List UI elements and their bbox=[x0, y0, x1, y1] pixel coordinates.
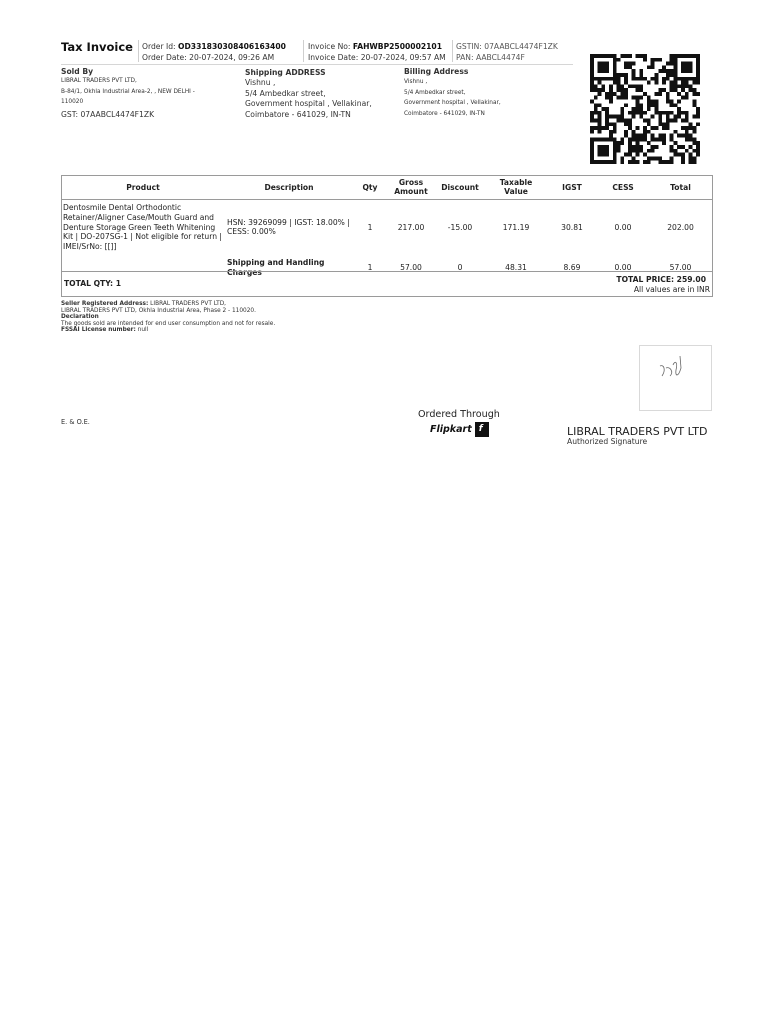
total-cell: 202.00 bbox=[667, 222, 694, 232]
items-table bbox=[61, 175, 712, 281]
taxable-cell: 48.31 bbox=[505, 262, 527, 272]
order-date: Order Date: 20-07-2024, 09:26 AM bbox=[142, 53, 275, 62]
total-cell: 57.00 bbox=[669, 262, 692, 272]
total-price: TOTAL PRICE: 259.00 bbox=[616, 275, 706, 284]
shipping-label: Shipping ADDRESS bbox=[245, 68, 326, 77]
shipping-address: Vishnu , 5/4 Ambedkar street, Government hospital , Vellakinar, Coimbatore - 641029, IN-TN bbox=[245, 78, 372, 119]
description-cell: HSN: 39269099 | IGST: 18.00% | CESS: 0.00% bbox=[227, 217, 350, 237]
currency-note: All values are in INR bbox=[633, 285, 710, 294]
igst-cell: 30.81 bbox=[561, 222, 583, 232]
divider bbox=[138, 40, 139, 62]
table-row bbox=[61, 200, 712, 255]
gstin: GSTIN: 07AABCL4474F1ZK bbox=[456, 42, 558, 51]
discount-cell: -15.00 bbox=[447, 222, 473, 232]
cess-cell: 0.00 bbox=[614, 222, 632, 232]
divider bbox=[303, 40, 304, 62]
invoice-date: Invoice Date: 20-07-2024, 09:57 AM bbox=[308, 53, 446, 62]
sold-by-address: LIBRAL TRADERS PVT LTD, B-84/1, Okhla Industrial Area-2, , NEW DELHI - 110020 bbox=[61, 78, 195, 106]
col-taxable: Taxable Value bbox=[485, 175, 547, 200]
gross-cell: 217.00 bbox=[397, 222, 425, 232]
qr-code bbox=[587, 54, 703, 164]
description-cell: Shipping and Handling Charges bbox=[227, 257, 325, 277]
col-discount: Discount bbox=[435, 175, 485, 200]
totals-row bbox=[61, 271, 712, 296]
divider bbox=[452, 40, 453, 62]
authorized-signature-label: Authorized Signature bbox=[567, 437, 648, 446]
sold-by-label: Sold By bbox=[61, 67, 94, 76]
flipkart-bag-icon: f bbox=[475, 422, 489, 437]
pan: PAN: AABCL4474F bbox=[456, 53, 525, 62]
qty-cell: 1 bbox=[367, 262, 373, 272]
order-id: Order Id: OD331830308406163400 bbox=[142, 42, 286, 51]
col-description: Description bbox=[225, 175, 353, 200]
col-total: Total bbox=[649, 175, 712, 200]
qty-cell: 1 bbox=[367, 222, 373, 232]
invoice-no: Invoice No: FAHWBP2500002101 bbox=[308, 42, 442, 51]
discount-cell: 0 bbox=[457, 262, 463, 272]
eoe-text: E. & O.E. bbox=[61, 418, 90, 426]
total-qty: TOTAL QTY: 1 bbox=[64, 279, 122, 288]
ordered-through-label: Ordered Through bbox=[418, 409, 500, 420]
col-qty: Qty bbox=[353, 175, 387, 200]
flipkart-logo: Flipkart f bbox=[430, 421, 489, 437]
billing-address: Vishnu , 5/4 Ambedkar street, Government hospital , Vellakinar, Coimbatore - 641029, IN-TN bbox=[404, 79, 501, 117]
signature-scribble bbox=[640, 346, 711, 410]
col-igst: IGST bbox=[547, 175, 597, 200]
billing-label: Billing Address bbox=[404, 67, 469, 76]
signature-box bbox=[639, 345, 712, 411]
seller-registered-address: Seller Registered Address: LIBRAL TRADERS PVT LTD, LIBRAL TRADERS PVT LTD, Okhla Industrial Area, Phase 2 - 110020. Declaration The goods sold are intended for end user consumption and not for resale. FSSAI License number: null bbox=[61, 301, 276, 334]
product-cell: Dentosmile Dental Orthodontic Retainer/Aligner Case/Mouth Guard and Denture Storage Green Teeth Whitening Kit | DO-207SG-1 | Not eligible for return | IMEI/SrNo: [[]] bbox=[63, 203, 222, 252]
sold-by-gst: GST: 07AABCL4474F1ZK bbox=[61, 110, 155, 119]
signatory-name: LIBRAL TRADERS PVT LTD bbox=[567, 425, 708, 438]
invoice-title: Tax Invoice bbox=[61, 40, 133, 54]
cess-cell: 0.00 bbox=[614, 262, 632, 272]
col-gross: Gross Amount bbox=[387, 175, 435, 200]
col-cess: CESS bbox=[597, 175, 649, 200]
gross-cell: 57.00 bbox=[400, 262, 422, 272]
igst-cell: 8.69 bbox=[563, 262, 581, 272]
taxable-cell: 171.19 bbox=[502, 222, 530, 232]
header-rule bbox=[61, 64, 573, 65]
col-product: Product bbox=[61, 175, 225, 200]
